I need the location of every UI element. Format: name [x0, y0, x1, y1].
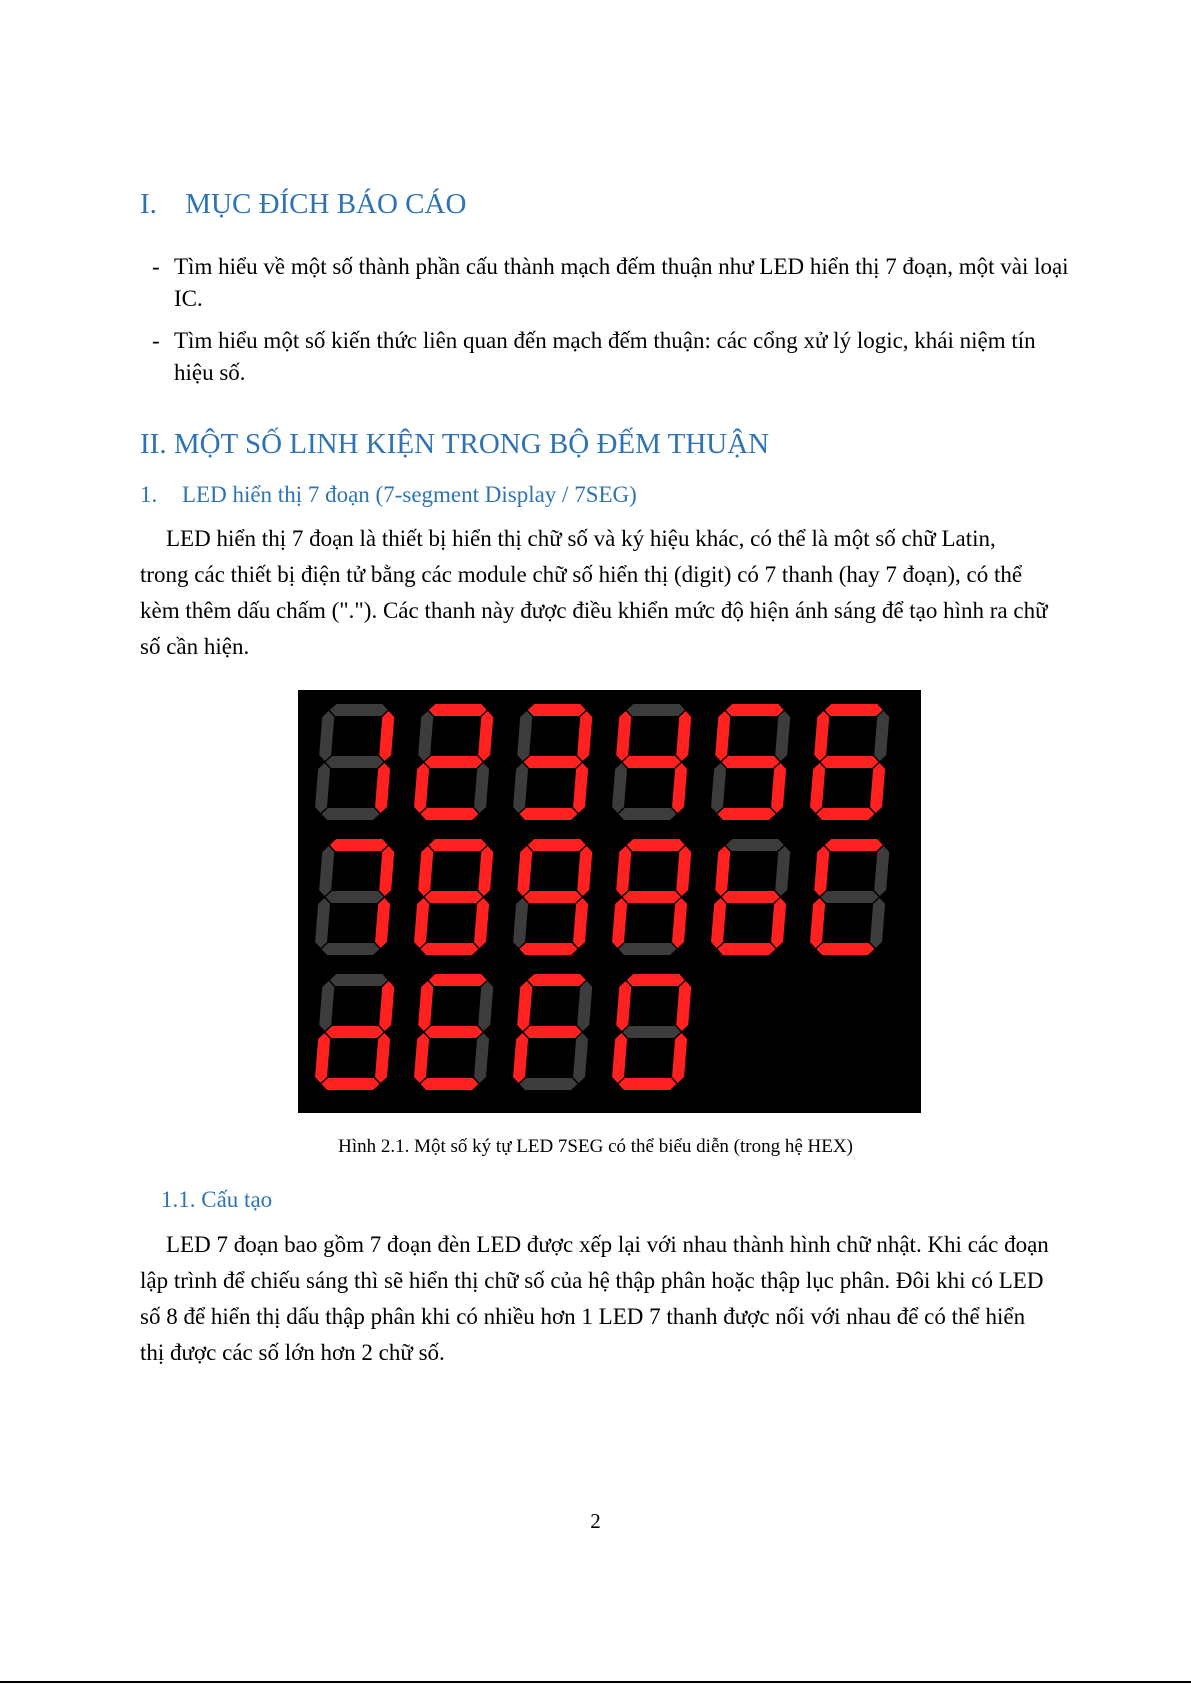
segment-d	[519, 808, 577, 820]
segment-d	[717, 808, 775, 820]
segment-b	[676, 711, 691, 761]
segment-d	[420, 808, 478, 820]
segment-b	[874, 711, 889, 761]
seven-segment-display-image	[298, 690, 921, 1113]
segment-e	[315, 763, 330, 813]
segment-b	[676, 846, 691, 896]
segment-a	[330, 839, 388, 851]
segment-f	[715, 846, 730, 896]
segment-b	[577, 981, 592, 1031]
segment-a	[825, 839, 883, 851]
segment-a	[726, 839, 784, 851]
segment-e	[810, 763, 825, 813]
subsection-1-title: LED hiển thị 7 đoạn (7-segment Display / 7SEG)	[182, 482, 637, 507]
segment-f	[517, 711, 532, 761]
segment-f	[616, 981, 631, 1031]
segment-d	[618, 943, 676, 955]
segment-c	[573, 763, 588, 813]
segment-g	[623, 756, 681, 768]
segment-f	[517, 981, 532, 1031]
section-1-heading	[140, 188, 466, 221]
segment-c	[672, 898, 687, 948]
seven-segment-digit-6	[810, 704, 889, 820]
seven-segment-digit-7	[315, 839, 394, 955]
segment-f	[616, 711, 631, 761]
segment-f	[319, 711, 334, 761]
segment-b	[775, 711, 790, 761]
segment-b	[874, 846, 889, 896]
segment-e	[414, 1033, 429, 1083]
segment-c	[474, 898, 489, 948]
seven-segment-digit-3	[513, 704, 592, 820]
segment-f	[418, 981, 433, 1031]
segment-d	[321, 943, 379, 955]
segment-e	[513, 898, 528, 948]
segment-g	[722, 891, 780, 903]
segment-g	[524, 1026, 582, 1038]
segment-a	[627, 839, 685, 851]
segment-d	[717, 943, 775, 955]
seven-segment-digit-d	[315, 974, 394, 1090]
segment-b	[577, 711, 592, 761]
subsection-1-1-heading: 1.1. Cấu tạo	[161, 1187, 273, 1212]
segment-d	[519, 1078, 577, 1090]
segment-c	[573, 898, 588, 948]
segment-e	[810, 898, 825, 948]
segment-d	[321, 808, 379, 820]
segment-a	[330, 974, 388, 986]
segment-c	[771, 898, 786, 948]
segment-g	[623, 1026, 681, 1038]
subsection-1-number: 1.	[140, 482, 158, 507]
segment-c	[375, 898, 390, 948]
segment-a	[627, 974, 685, 986]
seven-segment-digit-0	[612, 974, 691, 1090]
segment-g	[524, 756, 582, 768]
segment-d	[519, 943, 577, 955]
segment-b	[478, 846, 493, 896]
segment-a	[528, 839, 586, 851]
segment-e	[315, 898, 330, 948]
segment-d	[618, 1078, 676, 1090]
objectives-list	[140, 251, 1070, 399]
segment-d	[420, 943, 478, 955]
seven-segment-digit-1	[315, 704, 394, 820]
seven-segment-digit-9	[513, 839, 592, 955]
segment-c	[870, 898, 885, 948]
segment-f	[418, 846, 433, 896]
segment-c	[573, 1033, 588, 1083]
segment-g	[326, 1026, 384, 1038]
segment-g	[722, 756, 780, 768]
segment-c	[771, 763, 786, 813]
seven-segment-figure	[298, 690, 921, 1113]
bullet-dash: -	[152, 328, 160, 353]
segment-c	[474, 763, 489, 813]
segment-c	[474, 1033, 489, 1083]
segment-d	[321, 1078, 379, 1090]
segment-b	[379, 981, 394, 1031]
segment-g	[821, 756, 879, 768]
segment-c	[672, 763, 687, 813]
segment-g	[524, 891, 582, 903]
segment-e	[612, 898, 627, 948]
segment-f	[517, 846, 532, 896]
footer-rule	[0, 1681, 1191, 1683]
segment-g	[425, 1026, 483, 1038]
segment-e	[414, 763, 429, 813]
segment-a	[726, 704, 784, 716]
segment-e	[612, 1033, 627, 1083]
segment-f	[418, 711, 433, 761]
seven-segment-digit-8	[414, 839, 493, 955]
segment-c	[375, 1033, 390, 1083]
segment-d	[816, 943, 874, 955]
segment-c	[870, 763, 885, 813]
segment-a	[825, 704, 883, 716]
segment-a	[429, 704, 487, 716]
list-item	[140, 325, 1070, 389]
seven-segment-digit-5	[711, 704, 790, 820]
section-1-title: MỤC ĐÍCH BÁO CÁO	[185, 188, 467, 220]
seven-segment-digit-F	[513, 974, 592, 1090]
seven-segment-digit-b	[711, 839, 790, 955]
segment-e	[513, 763, 528, 813]
segment-f	[616, 846, 631, 896]
section-2-heading: II. MỘT SỐ LINH KIỆN TRONG BỘ ĐẾM THUẬN	[140, 428, 770, 460]
seven-segment-digit-C	[810, 839, 889, 955]
segment-f	[814, 846, 829, 896]
bullet-dash: -	[152, 254, 160, 279]
led-description-paragraph: LED hiển thị 7 đoạn là thiết bị hiển thị chữ số và ký hiệu khác, có thể là một số chữ Latin, trong các thiết bị điện tử bằng các module chữ số hiển thị (digit) có 7 thanh (hay 7 đoạn), có thể kèm thêm dấu chấm ("."). Các thanh này được điều khiển mức độ hiện ánh sáng để tạo hình ra chữ số cần hiện.	[140, 526, 1048, 659]
segment-g	[425, 756, 483, 768]
segment-g	[623, 891, 681, 903]
segment-c	[375, 763, 390, 813]
list-item	[140, 251, 1070, 315]
subsection-1-heading	[140, 482, 637, 508]
segment-g	[425, 891, 483, 903]
segment-e	[315, 1033, 330, 1083]
segment-d	[420, 1078, 478, 1090]
segment-g	[821, 891, 879, 903]
segment-f	[319, 981, 334, 1031]
segment-b	[478, 981, 493, 1031]
seven-segment-digit-2	[414, 704, 493, 820]
list-item-text: Tìm hiểu về một số thành phần cấu thành mạch đếm thuận như LED hiển thị 7 đoạn, một vài loại IC.	[174, 254, 1069, 311]
segment-f	[319, 846, 334, 896]
list-item-text: Tìm hiểu một số kiến thức liên quan đến mạch đếm thuận: các cổng xử lý logic, khái niệm tín hiệu số.	[174, 328, 1036, 385]
section-1-number: I.	[140, 188, 157, 220]
segment-e	[711, 898, 726, 948]
seven-segment-digit-A	[612, 839, 691, 955]
segment-a	[429, 974, 487, 986]
segment-e	[513, 1033, 528, 1083]
segment-b	[577, 846, 592, 896]
segment-a	[528, 974, 586, 986]
segment-b	[676, 981, 691, 1031]
segment-e	[414, 898, 429, 948]
segment-f	[715, 711, 730, 761]
segment-c	[672, 1033, 687, 1083]
segment-e	[711, 763, 726, 813]
segment-a	[429, 839, 487, 851]
seven-segment-digit-4	[612, 704, 691, 820]
segment-b	[379, 711, 394, 761]
figure-caption: Hình 2.1. Một số ký tự LED 7SEG có thể biểu diễn (trong hệ HEX)	[338, 1136, 853, 1157]
segment-a	[330, 704, 388, 716]
segment-a	[627, 704, 685, 716]
segment-b	[775, 846, 790, 896]
page-number: 2	[590, 1509, 601, 1533]
segment-d	[618, 808, 676, 820]
segment-a	[528, 704, 586, 716]
segment-g	[326, 891, 384, 903]
structure-paragraph: LED 7 đoạn bao gồm 7 đoạn đèn LED được xếp lại với nhau thành hình chữ nhật. Khi các đoạn lập trình để chiếu sáng thì sẽ hiển thị chữ số của hệ thập phân hoặc thập lục phân. Đôi khi có LED số 8 để hiển thị dấu thập phân khi có nhiều hơn 1 LED 7 thanh được nối với nhau để có thể hiển thị được các số lớn hơn 2 chữ số.	[140, 1232, 1049, 1365]
segment-b	[478, 711, 493, 761]
seven-segment-digit-E	[414, 974, 493, 1090]
segment-b	[379, 846, 394, 896]
segment-f	[814, 711, 829, 761]
segment-e	[612, 763, 627, 813]
segment-g	[326, 756, 384, 768]
segment-d	[816, 808, 874, 820]
